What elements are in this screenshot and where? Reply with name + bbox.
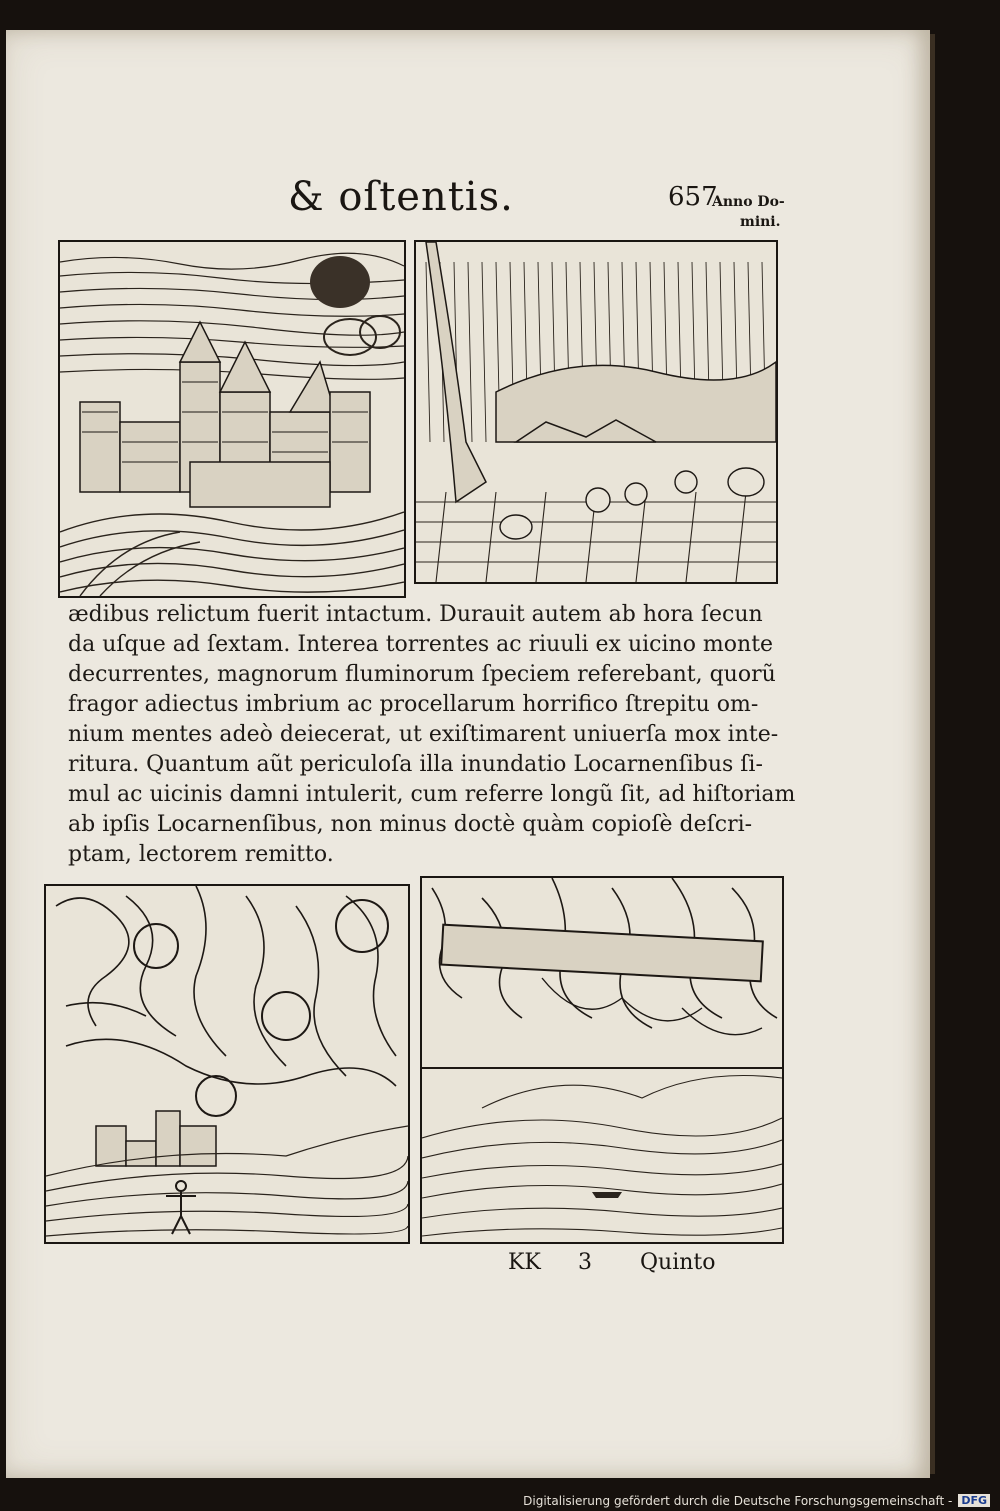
signature-number: 3 <box>578 1250 592 1275</box>
text-line: mul ac uicinis damni intulerit, cum referre longũ ſit, ad hiſtoriam <box>68 782 796 807</box>
footer-text: Digitalisierung gefördert durch die Deutsche Forschungsgemeinschaft - <box>523 1493 953 1508</box>
signature-mark: KK <box>508 1250 541 1275</box>
catchword: Quinto <box>640 1250 716 1275</box>
running-title: & oſtentis. <box>288 174 514 220</box>
woodcut-flood <box>414 240 778 584</box>
digitization-footer <box>0 1490 1000 1511</box>
dfg-logo: DFG <box>958 1494 990 1507</box>
text-line: ab ipſis Locarnenſibus, non minus doctè quàm copioſè deſcri- <box>68 812 753 837</box>
margin-note <box>712 192 822 232</box>
text-line: ædibus relictum fuerit intactum. Durauit autem ab hora ſecun <box>68 602 763 627</box>
text-line: ptam, lectorem remitto. <box>68 842 334 867</box>
text-line: ritura. Quantum aũt periculoſa illa inundatio Locarnenſibus ſi- <box>68 752 763 777</box>
text-line: decurrentes, magnorum fluminorum ſpeciem referebant, quorũ <box>68 662 776 687</box>
woodcut-burning-beam <box>420 876 784 1244</box>
text-line: fragor adiectus imbrium ac procellarum horrifico ſtrepitu om- <box>68 692 759 717</box>
woodcut-fiery-cloud <box>44 884 410 1244</box>
woodcut-storm-town <box>58 240 406 598</box>
text-line: nium mentes adeò deiecerat, ut exiſtimarent uniuerſa mox inte- <box>68 722 779 747</box>
page-edge <box>930 34 935 1474</box>
body-paragraph <box>68 600 796 870</box>
margin-note-line-2: mini. <box>740 214 781 230</box>
text-line: da uſque ad ſextam. Interea torrentes ac riuuli ex uicino monte <box>68 632 774 657</box>
margin-note-line-1: Anno Do- <box>712 194 785 210</box>
folio-number: 657 <box>668 182 718 212</box>
